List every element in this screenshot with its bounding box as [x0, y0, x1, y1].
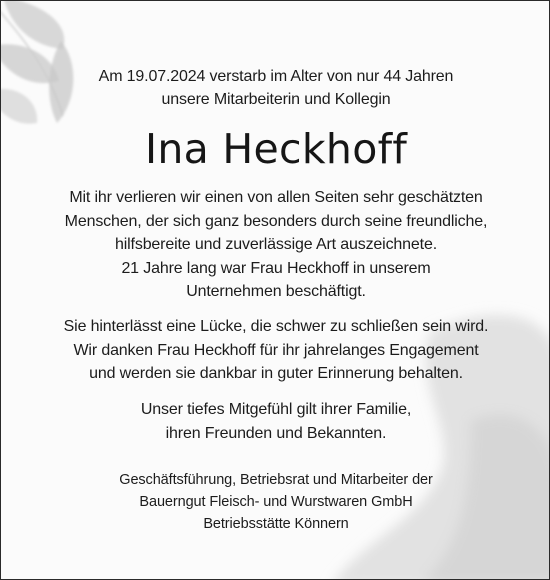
paragraph-line: hilfsbereite und zuverlässige Art auszeichnete. [114, 236, 438, 253]
intro-text [1, 65, 550, 111]
signature-block [1, 469, 550, 535]
tribute-paragraph [1, 186, 550, 304]
condolence-paragraph [1, 398, 550, 445]
intro-line: unsere Mitarbeiterin und Kollegin [161, 91, 391, 108]
deceased-name: Ina Heckhoff [144, 125, 408, 173]
paragraph-line: und werden sie dankbar in guter Erinnerung behalten. [89, 365, 463, 382]
paragraph-line: ihren Freunden und Bekannten. [165, 424, 387, 442]
paragraph-line: 21 Jahre lang war Frau Heckhoff in unserem [121, 259, 431, 277]
paragraph-line: Wir danken Frau Heckhoff für ihr jahrelanges Engagement [73, 341, 479, 359]
paragraph-line: Sie hinterlässt eine Lücke, die schwer zu schließen sein wird. [63, 318, 489, 335]
intro-line: Am 19.07.2024 verstarb im Alter von nur 44 Jahren [98, 68, 454, 85]
leaf-top [3, 1, 64, 49]
signature-line: Geschäftsführung, Betriebsrat und Mitarbeiter der [119, 472, 433, 488]
paragraph-line: Menschen, der sich ganz besonders durch seine freundliche, [64, 212, 488, 230]
signature-line: Betriebsstätte Könnern [203, 516, 349, 532]
paragraph-line: Mit ihr verlieren wir einen von allen Seiten sehr geschätzten [69, 189, 483, 206]
paragraph-line: Unternehmen beschäftigt. [186, 283, 366, 300]
paragraph-line: Unser tiefes Mitgefühl gilt ihrer Familie, [140, 401, 412, 418]
signature-line: Bauerngut Fleisch- und Wurstwaren GmbH [139, 494, 413, 510]
gratitude-paragraph [1, 315, 550, 386]
